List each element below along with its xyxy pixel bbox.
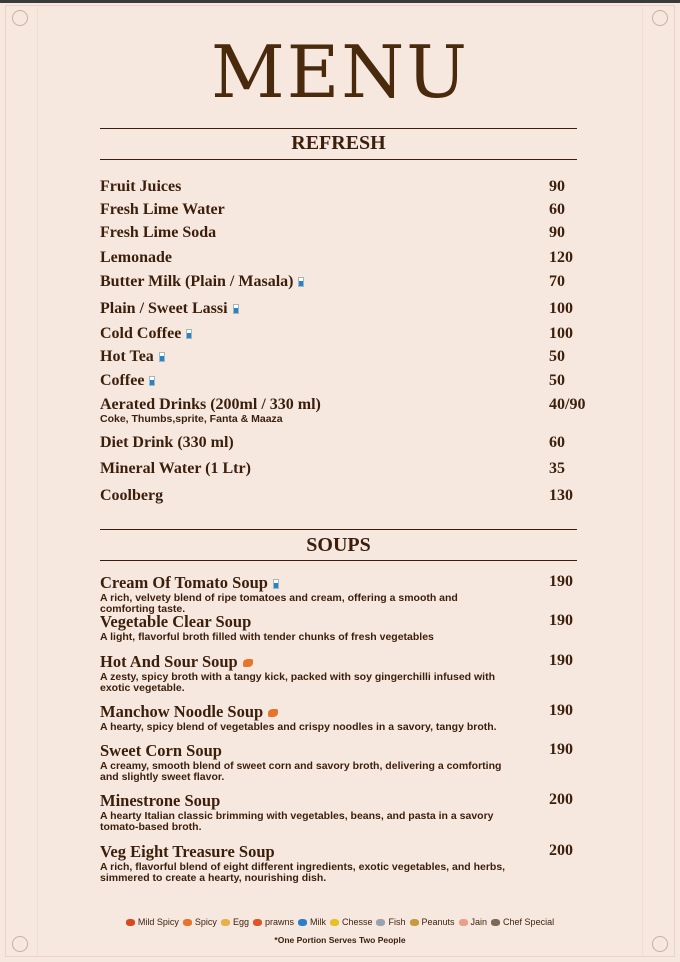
item-price: 130 <box>549 487 573 504</box>
item-name <box>100 487 600 505</box>
item-price: 40/90 <box>549 396 586 413</box>
item-price: 70 <box>549 273 565 290</box>
item-price: 190 <box>549 573 573 590</box>
window-top-bar <box>0 0 680 3</box>
spicy-icon <box>268 709 278 717</box>
menu-item <box>100 573 600 615</box>
item-name <box>100 348 600 366</box>
menu-item <box>100 741 600 783</box>
item-name-text: Sweet Corn Soup <box>100 741 222 760</box>
item-description: A hearty Italian classic brimming with vegetables, beans, and pasta in a savory tomato-based broth. <box>100 810 494 833</box>
legend-label: Mild Spicy <box>137 917 179 927</box>
legend-label: Chesse <box>341 917 373 927</box>
item-price: 200 <box>549 842 573 859</box>
section-heading-refresh: REFRESH <box>291 132 386 154</box>
item-name <box>100 273 600 291</box>
item-name <box>100 249 600 267</box>
item-description: A rich, velvety blend of ripe tomatoes and cream, offering a smooth and comforting taste. <box>100 592 458 615</box>
item-price: 200 <box>549 791 573 808</box>
milk-icon <box>149 376 155 386</box>
item-description: A creamy, smooth blend of sweet corn and savory broth, delivering a comforting and slightly sweet flavor. <box>100 760 502 783</box>
item-name-text: Fresh Lime Soda <box>100 224 217 241</box>
milk-icon <box>233 304 239 314</box>
menu-item <box>100 396 600 425</box>
item-name <box>100 434 600 452</box>
menu-item <box>100 348 600 366</box>
item-name <box>100 396 600 414</box>
item-name-text: Coffee <box>100 372 145 389</box>
spicy-icon <box>183 919 192 926</box>
mild-spicy-icon <box>126 919 135 926</box>
item-name-text: Manchow Noodle Soup <box>100 702 264 721</box>
item-price: 90 <box>549 224 565 241</box>
item-name-text: Hot And Sour Soup <box>100 652 238 671</box>
item-price: 60 <box>549 434 565 451</box>
fish-icon <box>376 919 385 926</box>
menu-item <box>100 702 600 733</box>
item-name <box>100 224 600 242</box>
menu-title: MENU <box>211 30 469 114</box>
item-name-text: Cream Of Tomato Soup <box>100 573 268 592</box>
portion-note: *One Portion Serves Two People <box>274 935 406 945</box>
item-name <box>100 325 600 343</box>
legend-label: Egg <box>232 917 249 927</box>
item-name-text: Fruit Juices <box>100 178 182 195</box>
item-name-text: Minestrone Soup <box>100 791 221 810</box>
section-heading-soups: SOUPS <box>306 534 371 556</box>
item-name <box>100 372 600 390</box>
item-price: 190 <box>549 612 573 629</box>
legend-item <box>221 917 249 927</box>
item-name-text: Aerated Drinks (200ml / 330 ml) <box>100 396 321 413</box>
item-name <box>100 178 600 196</box>
menu-item <box>100 300 600 318</box>
item-name-text: Veg Eight Treasure Soup <box>100 842 275 861</box>
legend-label: Fish <box>388 917 406 927</box>
item-name <box>100 573 600 593</box>
divider <box>100 529 577 530</box>
menu-item <box>100 273 600 291</box>
item-price: 100 <box>549 300 573 317</box>
prawns-icon <box>253 919 262 926</box>
legend-item <box>253 917 294 927</box>
item-name <box>100 460 600 478</box>
item-name-text: Coolberg <box>100 487 164 504</box>
item-price: 120 <box>549 249 573 266</box>
item-name <box>100 652 600 672</box>
corner-flourish-icon <box>12 10 28 26</box>
border-line-right <box>642 5 643 957</box>
item-name-text: Mineral Water (1 Ltr) <box>100 460 251 477</box>
menu-item <box>100 460 600 478</box>
legend-label: prawns <box>264 917 294 927</box>
item-price: 90 <box>549 178 565 195</box>
item-name-text: Diet Drink (330 ml) <box>100 434 234 451</box>
item-name-text: Plain / Sweet Lassi <box>100 300 228 317</box>
border-line-left <box>37 5 38 957</box>
item-price: 190 <box>549 652 573 669</box>
item-description: A light, flavorful broth filled with tender chunks of fresh vegetables <box>100 631 434 643</box>
menu-item <box>100 372 600 390</box>
menu-item <box>100 791 600 833</box>
item-name <box>100 842 600 862</box>
legend-item <box>330 917 373 927</box>
chef-special-icon <box>491 919 500 926</box>
legend-item <box>491 917 554 927</box>
item-name <box>100 201 600 219</box>
item-name <box>100 612 600 632</box>
item-name <box>100 741 600 761</box>
item-price: 50 <box>549 372 565 389</box>
corner-flourish-icon <box>652 10 668 26</box>
item-name-text: Butter Milk (Plain / Masala) <box>100 273 294 290</box>
milk-icon <box>273 579 279 589</box>
menu-item <box>100 249 600 267</box>
item-price: 50 <box>549 348 565 365</box>
menu-item <box>100 842 600 884</box>
milk-icon <box>186 329 192 339</box>
menu-item <box>100 612 600 643</box>
item-name-text: Hot Tea <box>100 348 154 365</box>
divider <box>100 128 577 129</box>
legend-label: Milk <box>309 917 326 927</box>
legend-label: Chef Special <box>503 917 555 927</box>
menu-item <box>100 434 600 452</box>
item-price: 190 <box>549 702 573 719</box>
item-name-text: Fresh Lime Water <box>100 201 225 218</box>
peanuts-icon <box>410 919 419 926</box>
legend-item <box>376 917 405 927</box>
milk-icon <box>298 277 304 287</box>
chesse-icon <box>330 919 339 926</box>
item-name <box>100 791 600 811</box>
menu-item <box>100 487 600 505</box>
legend-item <box>126 917 179 927</box>
legend-item <box>410 917 455 927</box>
item-price: 60 <box>549 201 565 218</box>
item-price: 190 <box>549 741 573 758</box>
milk-icon <box>159 352 165 362</box>
milk-icon <box>298 919 307 926</box>
item-name-text: Lemonade <box>100 249 172 266</box>
item-description: A rich, flavorful blend of eight different ingredients, exotic vegetables, and herbs, simmered to create a hearty, nourishing dish. <box>100 861 506 884</box>
item-name-text: Vegetable Clear Soup <box>100 612 252 631</box>
item-name-text: Cold Coffee <box>100 325 182 342</box>
item-price: 100 <box>549 325 573 342</box>
divider <box>100 159 577 160</box>
item-name <box>100 702 600 722</box>
item-price: 35 <box>549 460 565 477</box>
legend-item <box>183 917 217 927</box>
item-description: Coke, Thumbs,sprite, Fanta & Maaza <box>100 413 283 425</box>
egg-icon <box>221 919 230 926</box>
legend-label: Spicy <box>194 917 217 927</box>
legend-label: Jain <box>470 917 488 927</box>
item-description: A zesty, spicy broth with a tangy kick, packed with soy gingerchilli infused with exotic vegetable. <box>100 671 495 694</box>
menu-item <box>100 178 600 196</box>
item-name <box>100 300 600 318</box>
menu-item <box>100 325 600 343</box>
divider <box>100 560 577 561</box>
legend-label: Peanuts <box>421 917 455 927</box>
item-description: A hearty, spicy blend of vegetables and crispy noodles in a savory, tangy broth. <box>100 721 497 733</box>
jain-icon <box>459 919 468 926</box>
legend-item <box>459 917 488 927</box>
menu-item <box>100 224 600 242</box>
legend-item <box>298 917 326 927</box>
menu-item <box>100 652 600 694</box>
spicy-icon <box>243 659 253 667</box>
dietary-legend <box>0 917 680 927</box>
menu-item <box>100 201 600 219</box>
